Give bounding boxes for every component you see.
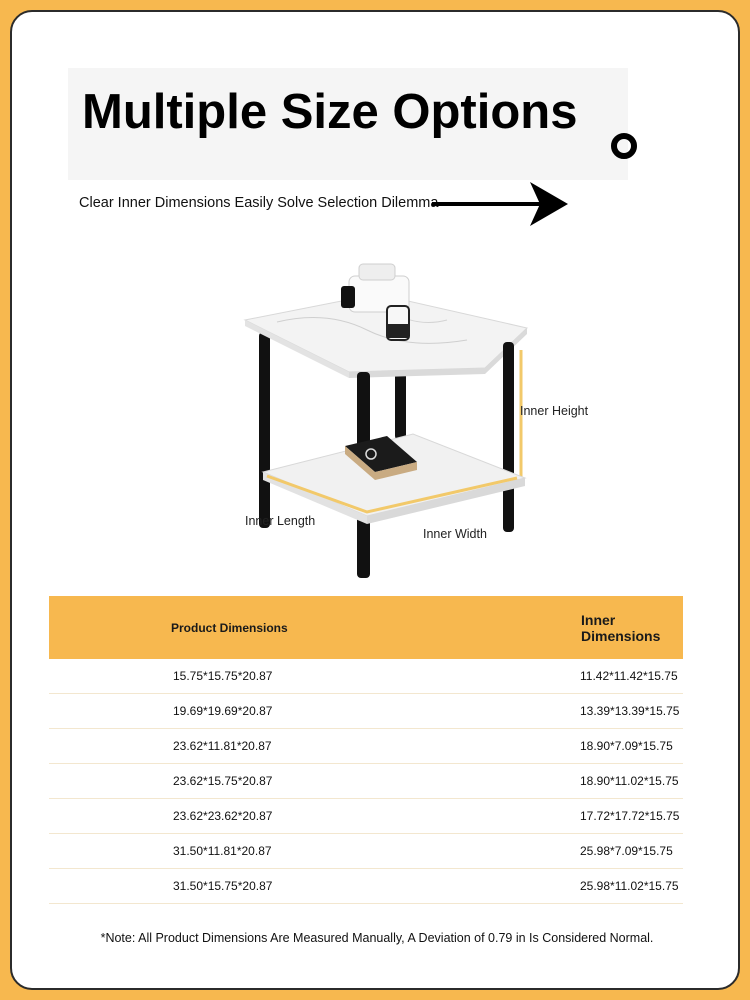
product-dimensions-cell: 23.62*23.62*20.87 [49,799,431,834]
inner-dimensions-cell: 18.90*7.09*15.75 [431,729,683,764]
inner-dimensions-cell: 18.90*11.02*15.75 [431,764,683,799]
product-dimensions-cell: 23.62*15.75*20.87 [49,764,431,799]
inner-dimensions-cell: 17.72*17.72*15.75 [431,799,683,834]
measurement-note: *Note: All Product Dimensions Are Measured Manually, A Deviation of 0.79 in Is Considered Normal. [100,931,654,945]
table-row [49,694,683,729]
inner-dimensions-cell: 13.39*13.39*15.75 [431,694,683,729]
column-header-product-dimensions: Product Dimensions [49,596,431,659]
size-table [49,596,683,904]
table-row [49,764,683,799]
inner-dimensions-cell: 11.42*11.42*15.75 [431,659,683,694]
product-dimensions-cell: 19.69*19.69*20.87 [49,694,431,729]
arrow-right-icon [432,180,572,230]
product-dimensions-cell: 23.62*11.81*20.87 [49,729,431,764]
table-header-row [49,596,683,659]
table-row [49,869,683,904]
inner-width-label: Inner Width [423,527,487,541]
table-row [49,729,683,764]
inner-dimensions-cell: 25.98*7.09*15.75 [431,834,683,869]
inner-length-label: Inner Length [245,514,316,528]
table-row [49,799,683,834]
info-card [10,10,740,990]
product-dimensions-cell: 15.75*15.75*20.87 [49,659,431,694]
product-dimensions-cell: 31.50*11.81*20.87 [49,834,431,869]
ring-icon [610,132,638,160]
side-table-illustration [237,250,537,580]
page-title: Multiple Size Options [82,85,578,139]
inner-height-label: Inner Height [520,404,589,418]
table-row [49,659,683,694]
inner-dimensions-cell: 25.98*11.02*15.75 [431,869,683,904]
product-dimensions-cell: 31.50*15.75*20.87 [49,869,431,904]
subtitle: Clear Inner Dimensions Easily Solve Selection Dilemma [79,195,439,211]
column-header-inner-dimensions: Inner Dimensions [431,596,683,659]
table-row [49,834,683,869]
